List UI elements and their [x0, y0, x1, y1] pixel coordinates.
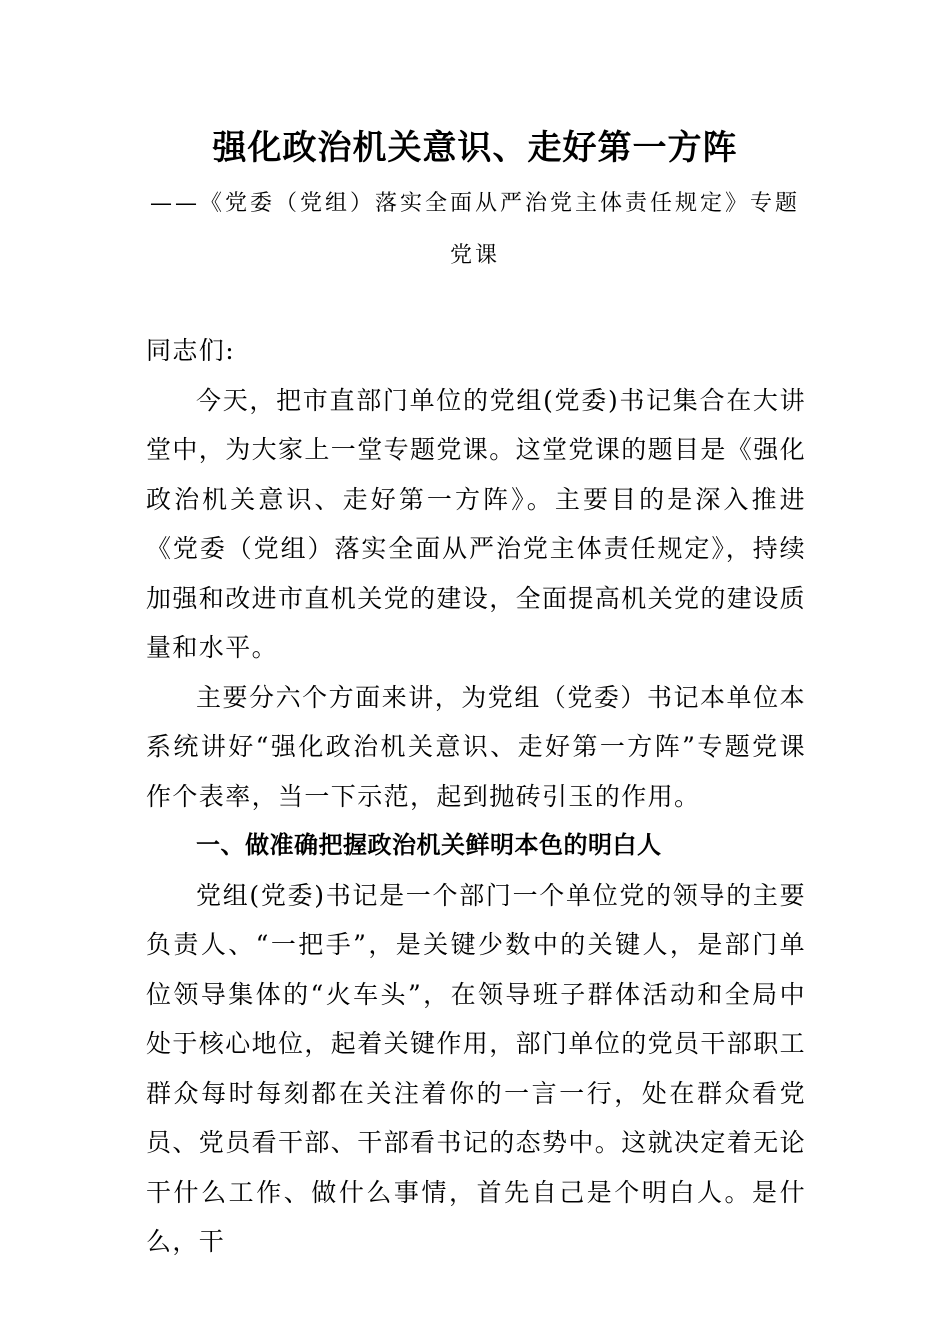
salutation: 同志们:: [146, 336, 236, 365]
section-heading: 一、做准确把握政治机关鲜明本色的明白人: [196, 831, 662, 859]
document-title: 强化政治机关意识、走好第一方阵: [212, 128, 738, 168]
document-body: [146, 326, 806, 1267]
paragraph: 党组(党委)书记是一个部门一个单位党的领导的主要负责人、“一把手”，是关键少数中的关键人，是部门单位领导集体的“火车头”，在领导班子群体活动和全局中处于核心地位，起着关键作用，部门单位的党员干部职工群众每时每刻都在关注着你的一言一行，处在群众看党员、党员看干部、干部看书记的态势中。这就决定着无论干什么工作、做什么事情，首先自己是个明白人。是什么，干: [146, 880, 807, 1256]
document-subtitle: ——《党委（党组）落实全面从严治党主体责任规定》专题党课: [150, 191, 801, 268]
paragraph: 主要分六个方面来讲，为党组（党委）书记本单位本系统讲好“强化政治机关意识、走好第一方阵”专题党课作个表率，当一下示范，起到抛砖引玉的作用。: [146, 682, 806, 811]
paragraph: 今天，把市直部门单位的党组(党委)书记集合在大讲堂中，为大家上一堂专题党课。这堂党课的题目是《强化政治机关意识、走好第一方阵》。主要目的是深入推进《党委（党组）落实全面从严治党主体责任规定》，持续加强和改进市直机关党的建设，全面提高机关党的建设质量和水平。: [146, 385, 807, 662]
